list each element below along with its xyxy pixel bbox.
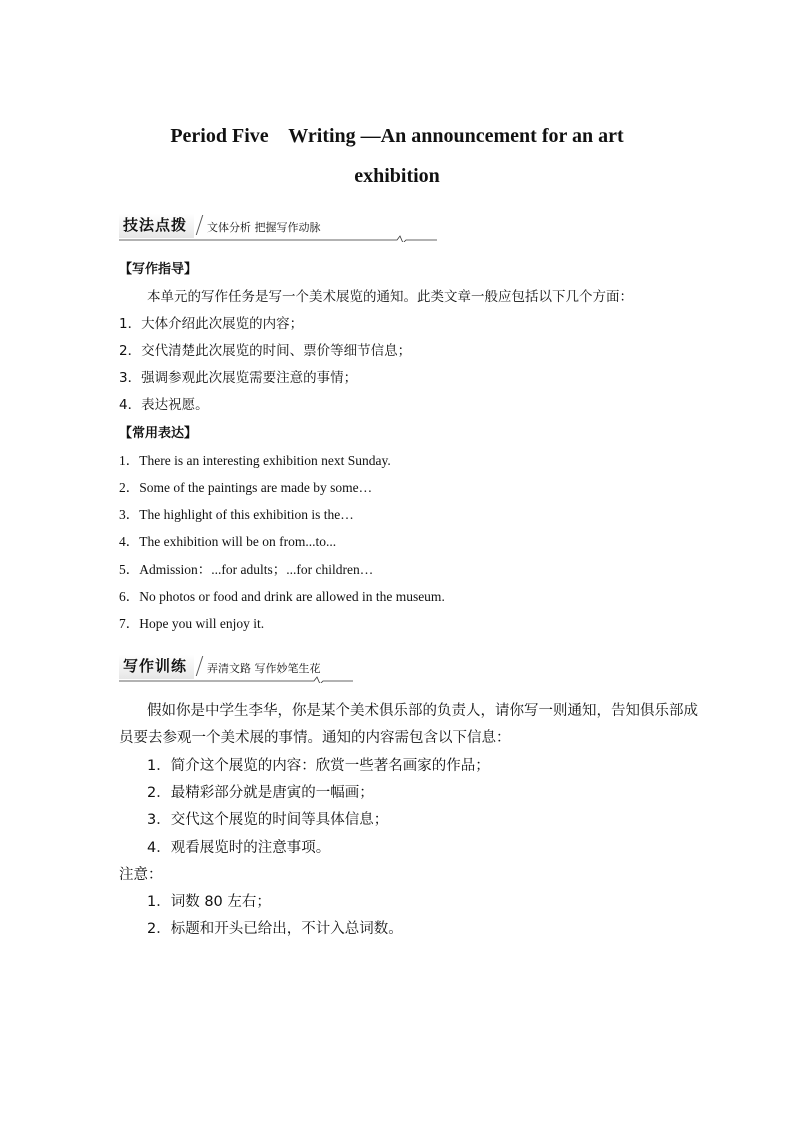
task-description-line: 员要去参观一个美术展的事情。通知的内容需包含以下信息： [119,730,511,746]
task-description-line: 假如你是中学生李华，你是某个美术俱乐部的负责人，请你写一则通知，告知俱乐部成 [147,703,698,719]
document-title-line1: Period Five Writing —An announcement for an art [170,125,624,147]
expression-item: 5．Admission：...for adults；...for children… [119,562,374,577]
guide-item: 4．表达祝愿。 [119,397,209,413]
section-badge: 写作训练 [119,655,194,679]
task-item: 2．最精彩部分就是唐寅的一幅画； [147,785,374,801]
task-item: 3．交代这个展览的时间等具体信息； [147,812,389,828]
writing-guide-heading: 【写作指导】 [119,262,198,277]
task-item: 1．简介这个展览的内容：欣赏一些著名画家的作品； [147,758,490,774]
note-item: 2．标题和开头已给出，不计入总词数。 [147,921,403,937]
section-subtitle: 文体分析 把握写作动脉 [207,221,321,234]
expression-item: 4．The exhibition will be on from...to... [119,534,337,549]
expression-item: 7．Hope you will enjoy it. [119,616,265,631]
common-expressions-heading: 【常用表达】 [119,426,198,441]
expression-item: 6．No photos or food and drink are allowed in the museum. [119,589,445,604]
guide-item: 2．交代清楚此次展览的时间、票价等细节信息； [119,343,412,359]
section-badge: 技法点拨 [119,214,194,238]
notes-heading: 注意： [119,867,163,883]
note-item: 1．词数 80 左右； [147,894,271,910]
guide-item: 1．大体介绍此次展览的内容； [119,316,304,332]
expression-item: 1．There is an interesting exhibition next Sunday. [119,453,391,468]
section-subtitle: 弄清文路 写作妙笔生花 [207,662,321,675]
writing-guide-intro: 本单元的写作任务是写一个美术展览的通知。此类文章一般应包括以下几个方面： [147,289,633,305]
expression-item: 2．Some of the paintings are made by some… [119,480,373,495]
section-header-techniques [119,214,439,240]
guide-item: 3．强调参观此次展览需要注意的事情； [119,370,358,386]
section-header-practice [119,655,359,681]
task-item: 4．观看展览时的注意事项。 [147,840,331,856]
expression-item: 3．The highlight of this exhibition is the… [119,507,354,522]
document-title-line2: exhibition [354,165,440,187]
